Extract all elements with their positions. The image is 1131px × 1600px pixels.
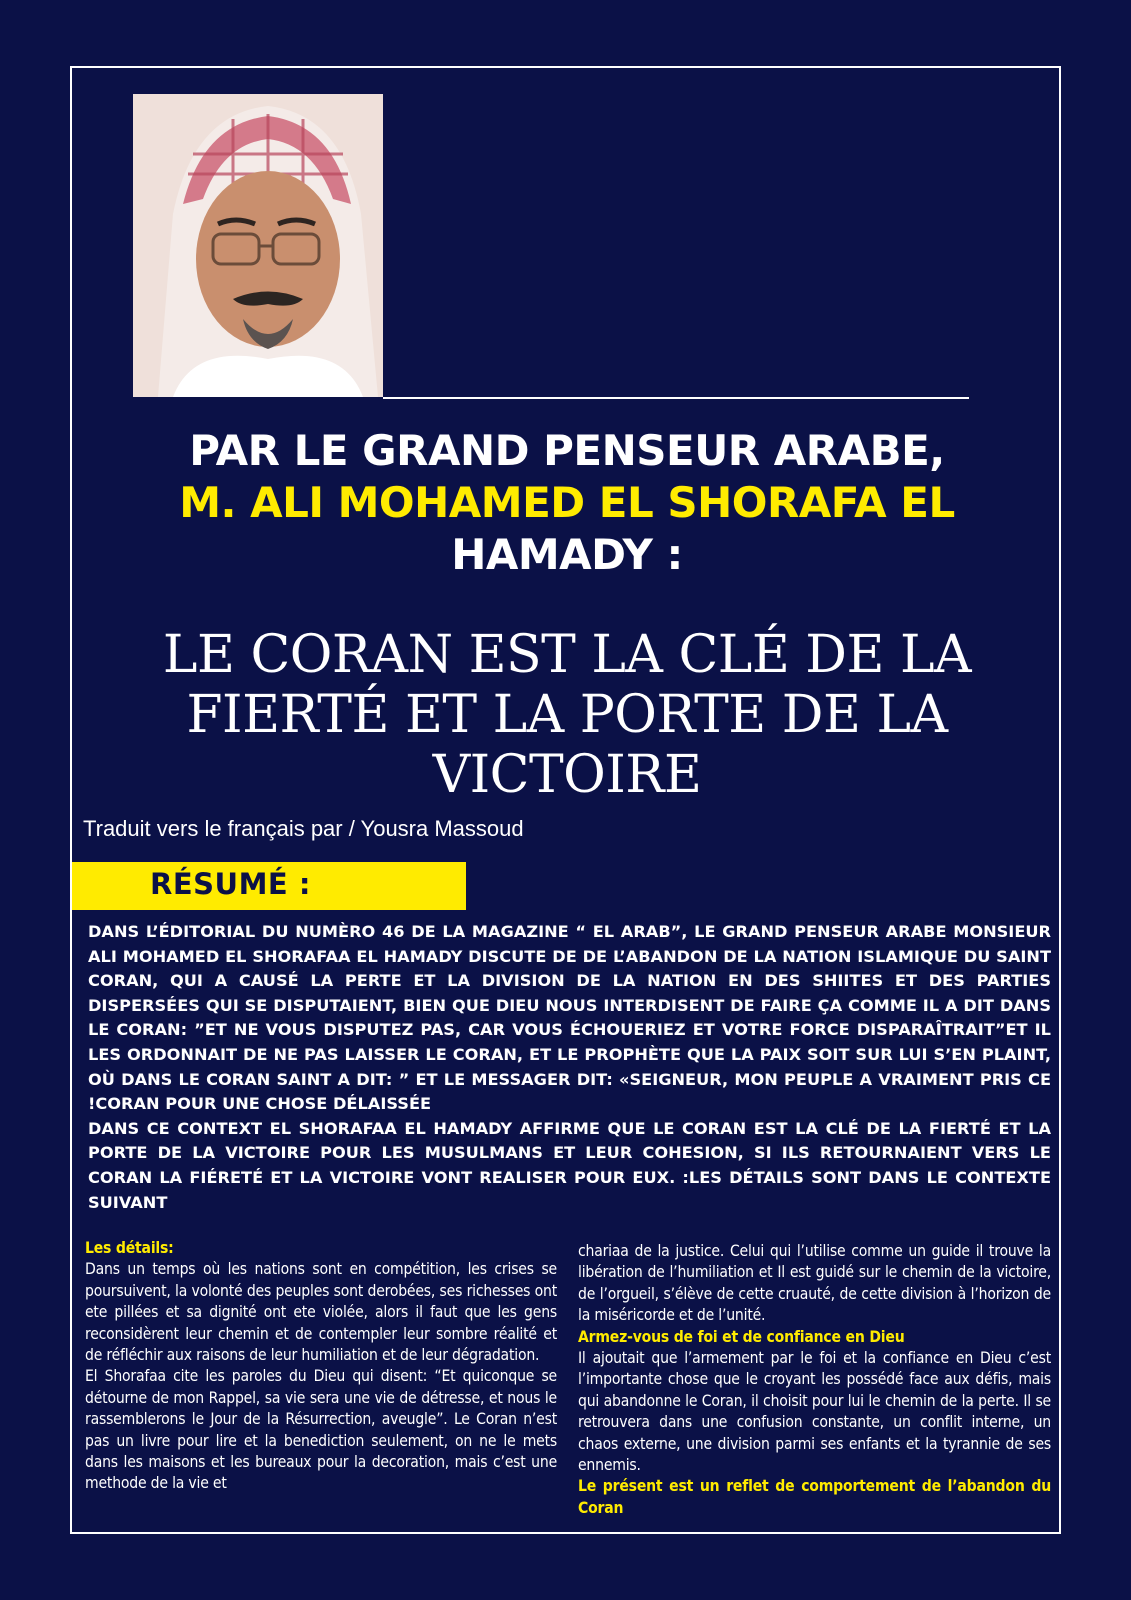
author-portrait — [133, 94, 383, 397]
summary-paragraph-1: DANS L’ÉDITORIAL DU NUMÈRO 46 DE LA MAGAZINE “ EL ARAB”, LE GRAND PENSEUR ARABE MONSIEUR ALI MOHAMED EL SHORAFAA EL HAMADY DISCUTE DE DE L’ABANDON DE LA NATION ISLAMIQUE DU SAINT CORAN, QUI A CAUSÉ LA PERTE ET LA DIVISION DE LA NATION EN DES SHIITES ET DES PARTIES DISPERSÉES QUI SE DISPUTAIENT, BIEN QUE DIEU NOUS INTERDISENT DE FAIRE ÇA COMME IL A DIT DANS LE CORAN: ”ET NE VOUS DISPUTEZ PAS, CAR VOUS ÉCHOUERIEZ ET VOTRE FORCE DISPARAÎTRAIT”ET IL LES ORDONNAIT DE NE PAS LAISSER LE CORAN, ET LE PROPHÈTE QUE LA PAIX SOIT SUR LUI S’EN PLAINT, OÙ DANS LE CORAN SAINT A DIT: ” ET LE MESSAGER DIT: «SEIGNEUR, MON PEUPLE A VRAIMENT PRIS CE !CORAN POUR UNE CHOSE DÉLAISSÉE — [88, 922, 1051, 1114]
right-paragraph-2: Il ajoutait que l’armement par le foi et la confiance en Dieu c’est l’importante chose que le croyant les possédé face aux défis, mais qui abandonne le Coran, il choisit pour lui le chemin de la perte. Il se retrouvera dans une confusion constante, un conflit interne, un chaos externe, une division parmi ses enfants et la tyrannie de ses ennemis. — [578, 1349, 1051, 1475]
headline-author-name: M. ALI MOHAMED EL SHORAFA EL — [179, 478, 955, 527]
portrait-image — [133, 94, 383, 397]
summary-text — [88, 920, 1051, 1215]
headline-line-1: PAR LE GRAND PENSEUR ARABE, — [189, 426, 945, 475]
faith-heading: Armez-vous de foi et de confiance en Dieu — [578, 1327, 905, 1346]
translator-credit: Traduit vers le français par / Yousra Massoud — [83, 816, 524, 841]
right-column — [578, 1241, 1051, 1519]
article-title — [72, 625, 1062, 805]
present-heading: Le présent est un reflet de comportement de l’abandon du Coran — [578, 1477, 1051, 1517]
details-heading: Les détails: — [85, 1239, 174, 1257]
divider-rule — [383, 397, 969, 399]
left-column — [85, 1238, 557, 1495]
title-line-2: FIERTÉ ET LA PORTE DE LA — [186, 685, 948, 745]
left-paragraph-1: Dans un temps où les nations sont en compétition, les crises se poursuivent, la volonté des peuples sont derobées, ses richesses ont ete pillées et sa dignité ont ete violée, alors il faut que les gens reconsidèrent leur chemin et de contempler leur sombre réalité et de réfléchir aux raisons de leur humiliation et de leur dégradation. — [85, 1260, 557, 1365]
summary-paragraph-2: DANS CE CONTEXT EL SHORAFAA EL HAMADY AFFIRME QUE LE CORAN EST LA CLÉ DE LA FIERTÉ ET LA PORTE DE LA VICTOIRE POUR LES MUSULMANS ET LEUR COHESION, SI ILS RETOURNAIENT VERS LE CORAN LA FIÉRETÉ ET LA VICTOIRE VONT REALISER POUR EUX. :LES DÉTAILS SONT DANS LE CONTEXTE SUIVANT — [88, 1118, 1051, 1212]
resume-banner — [72, 862, 466, 910]
left-paragraph-2: El Shorafaa cite les paroles du Dieu qui disent: “Et quiconque se détourne de mon Rappel, sa vie sera une vie de détresse, et nous le rassemblerons le Jour de la Résurrection, aveugle”. Le Coran n’est pas un livre pour lire et la benediction seulement, on ne le mets dans les maisons et les bureaux pour la decoration, mais c’est une methode de la vie et — [85, 1367, 557, 1493]
headline-line-3: HAMADY : — [451, 530, 683, 579]
resume-label: RÉSUMÉ : — [150, 867, 311, 901]
headline — [72, 425, 1062, 581]
title-line-3: VICTOIRE — [432, 745, 702, 805]
right-paragraph-1: chariaa de la justice. Celui qui l’utilise comme un guide il trouve la libération de l’humiliation et Il est guidé sur le chemin de la victoire, de l’orgueil, s’élève de cette cruauté, de cette division à l’horizon de la miséricorde et de l’unité. — [578, 1242, 1051, 1325]
title-line-1: LE CORAN EST LA CLÉ DE LA — [162, 625, 972, 685]
